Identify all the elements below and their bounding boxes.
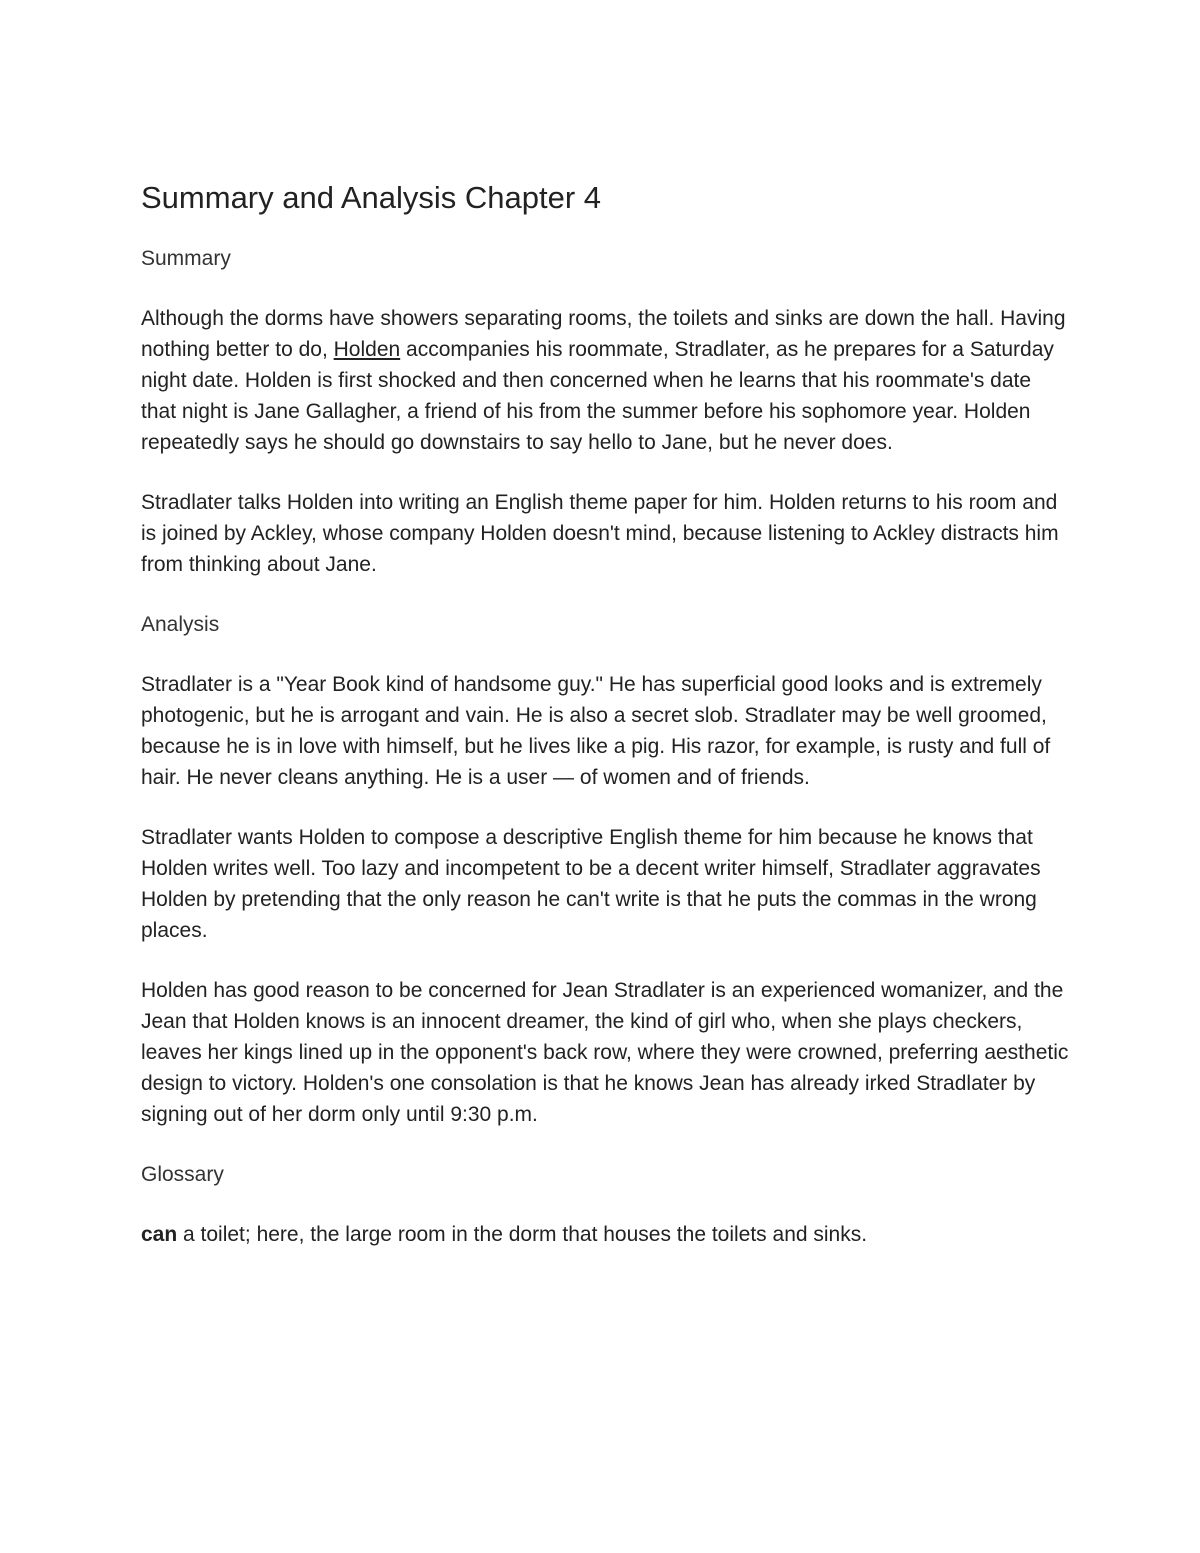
- analysis-paragraph-2: Stradlater wants Holden to compose a descriptive English theme for him because he knows that Holden writes well. Too lazy and incompetent to be a decent writer himself, Stradlater aggravates Holden by pretending that the only reason he can't write is that he puts the commas in the wrong places.: [141, 826, 1041, 942]
- glossary-heading: Glossary: [141, 1163, 224, 1186]
- analysis-paragraph-1: Stradlater is a "Year Book kind of handsome guy." He has superficial good looks and is extremely photogenic, but he is arrogant and vain. He is also a secret slob. Stradlater may be well groomed, because he is in love with himself, but he lives like a pig. His razor, for example, is rusty and full of hair. He never cleans anything. He is a user — of women and of friends.: [141, 673, 1051, 789]
- document-page: [141, 178, 1071, 1250]
- summary-heading: Summary: [141, 247, 231, 270]
- summary-p1-text-after: accompanies his roommate, Stradlater, as he prepares for a Saturday night date. Holden is first shocked and then concerned when he learns that his roommate's date that night is Jane Gallagher, a friend of his from the summer before his sophomore year. Holden repeatedly says he should go downstairs to say hello to Jane, but he never does.: [141, 338, 1054, 454]
- page-title: Summary and Analysis Chapter 4: [141, 180, 602, 215]
- summary-paragraph-1: [141, 303, 1071, 458]
- summary-p1-text-before: Although the dorms have showers separating rooms, the toilets and sinks are down the hall. Having nothing better to do,: [141, 307, 1066, 361]
- analysis-paragraph-3: Holden has good reason to be concerned for Jean Stradlater is an experienced womanizer, and the Jean that Holden knows is an innocent dreamer, the kind of girl who, when she plays checkers, leaves her kings lined up in the opponent's back row, where they were crowned, preferring aesthetic design to victory. Holden's one consolation is that he knows Jean has already irked Stradlater by signing out of her dorm only until 9:30 p.m.: [141, 979, 1069, 1126]
- glossary-definition: a toilet; here, the large room in the dorm that houses the toilets and sinks.: [177, 1223, 868, 1246]
- glossary-term: can: [141, 1223, 178, 1246]
- holden-link[interactable]: Holden: [333, 338, 401, 361]
- glossary-entry: [141, 1219, 1071, 1250]
- summary-paragraph-2: Stradlater talks Holden into writing an English theme paper for him. Holden returns to his room and is joined by Ackley, whose company Holden doesn't mind, because listening to Ackley distracts him from thinking about Jane.: [141, 491, 1059, 576]
- analysis-heading: Analysis: [141, 613, 220, 636]
